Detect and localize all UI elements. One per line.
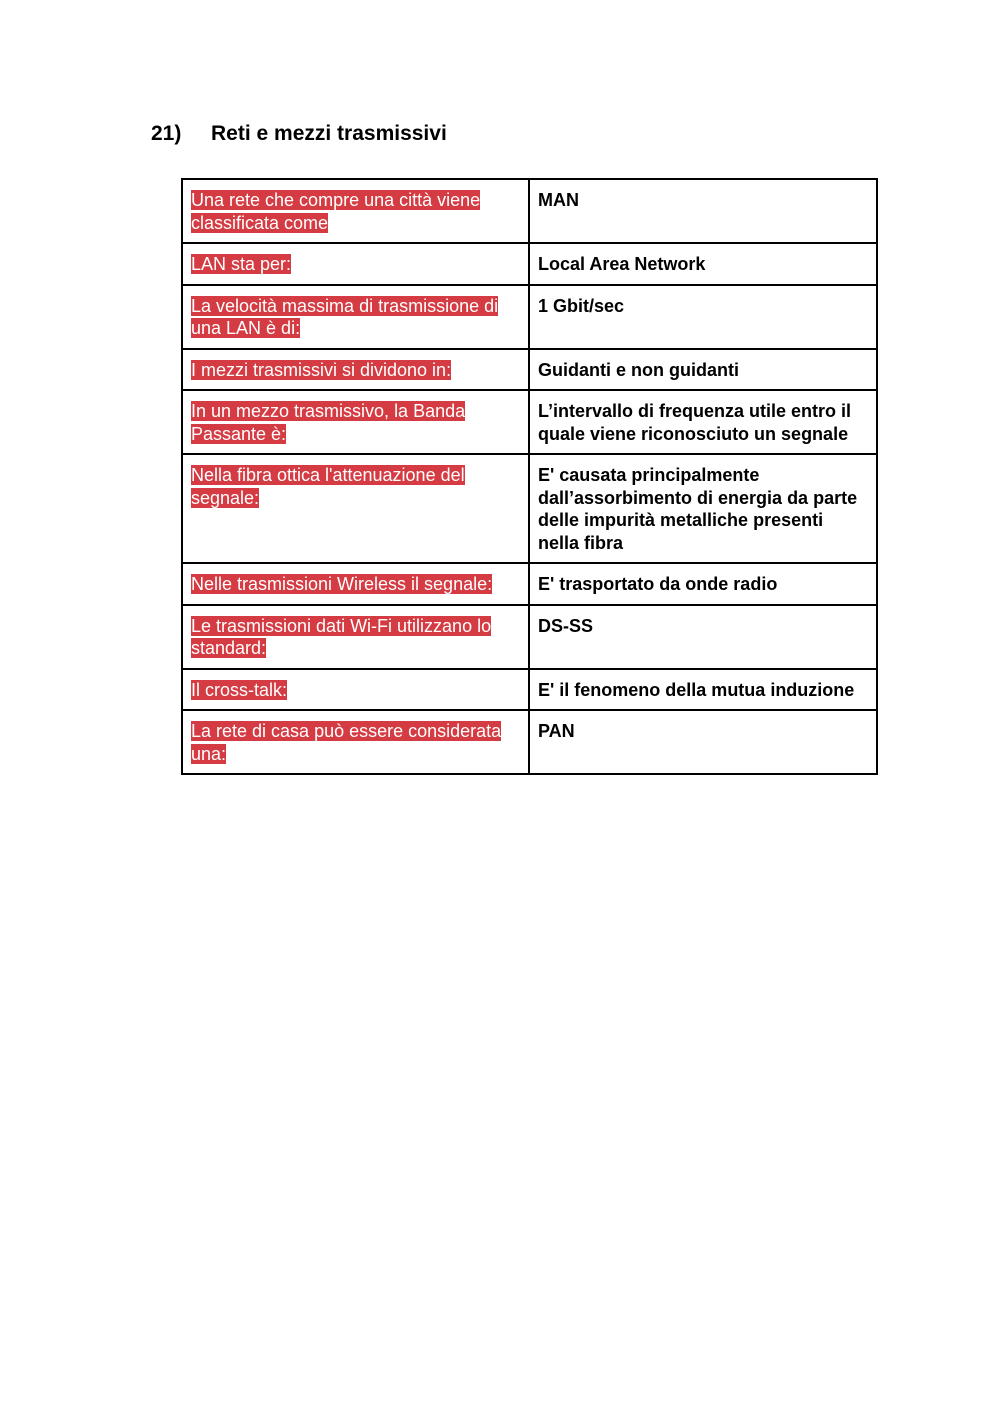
question-text: Il cross-talk: — [191, 679, 288, 700]
answer-text: Guidanti e non guidanti — [538, 359, 739, 380]
question-cell — [182, 605, 529, 669]
table-row — [182, 669, 877, 711]
question-text: I mezzi trasmissivi si dividono in: — [191, 359, 452, 380]
answer-text: MAN — [538, 190, 579, 210]
answer-text: E' trasportato da onde radio — [538, 574, 778, 594]
answer-cell — [529, 349, 877, 391]
answer-text: Local Area Network — [538, 254, 706, 274]
table-row — [182, 285, 877, 349]
answer-text: E' causata principalmente dall’assorbimento di energia da parte delle impurità metalliche presenti nella fibra — [538, 465, 858, 553]
question-cell — [182, 710, 529, 774]
answer-text: 1 Gbit/sec — [538, 295, 625, 316]
table-row — [182, 349, 877, 391]
question-cell — [182, 563, 529, 605]
table-row — [182, 243, 877, 285]
section-heading — [151, 120, 447, 148]
question-text: La velocità massima di trasmissione di una LAN è di: — [191, 295, 499, 338]
question-text: In un mezzo trasmissivo, la Banda Passante è: — [191, 401, 466, 444]
question-cell — [182, 669, 529, 711]
question-cell — [182, 243, 529, 285]
answer-cell — [529, 605, 877, 669]
question-cell — [182, 179, 529, 243]
answer-cell — [529, 669, 877, 711]
answer-cell — [529, 243, 877, 285]
answer-text: L’intervallo di frequenza utile entro il quale viene riconosciuto un segnale — [538, 401, 852, 444]
table-row — [182, 605, 877, 669]
qa-table — [181, 178, 878, 775]
section-number: 21) — [151, 122, 182, 145]
answer-cell — [529, 454, 877, 563]
answer-text: PAN — [538, 721, 575, 741]
table-row — [182, 179, 877, 243]
question-cell — [182, 349, 529, 391]
answer-cell — [529, 390, 877, 454]
question-cell — [182, 285, 529, 349]
section-title: Reti e mezzi trasmissivi — [211, 122, 447, 145]
table-row — [182, 390, 877, 454]
question-text: Le trasmissioni dati Wi-Fi utilizzano lo standard: — [191, 615, 492, 658]
question-text: Nelle trasmissioni Wireless il segnale: — [191, 574, 493, 594]
question-text: Nella fibra ottica l'attenuazione del segnale: — [191, 465, 465, 508]
question-text: LAN sta per: — [191, 254, 292, 274]
answer-cell — [529, 563, 877, 605]
table-row — [182, 563, 877, 605]
question-text: La rete di casa può essere considerata una: — [191, 721, 502, 764]
answer-cell — [529, 179, 877, 243]
question-text: Una rete che compre una città viene classificata come — [191, 190, 481, 233]
table-row — [182, 454, 877, 563]
answer-text: DS-SS — [538, 615, 594, 636]
question-cell — [182, 454, 529, 563]
table-row — [182, 710, 877, 774]
answer-cell — [529, 710, 877, 774]
answer-cell — [529, 285, 877, 349]
question-cell — [182, 390, 529, 454]
answer-text: E' il fenomeno della mutua induzione — [538, 679, 855, 700]
